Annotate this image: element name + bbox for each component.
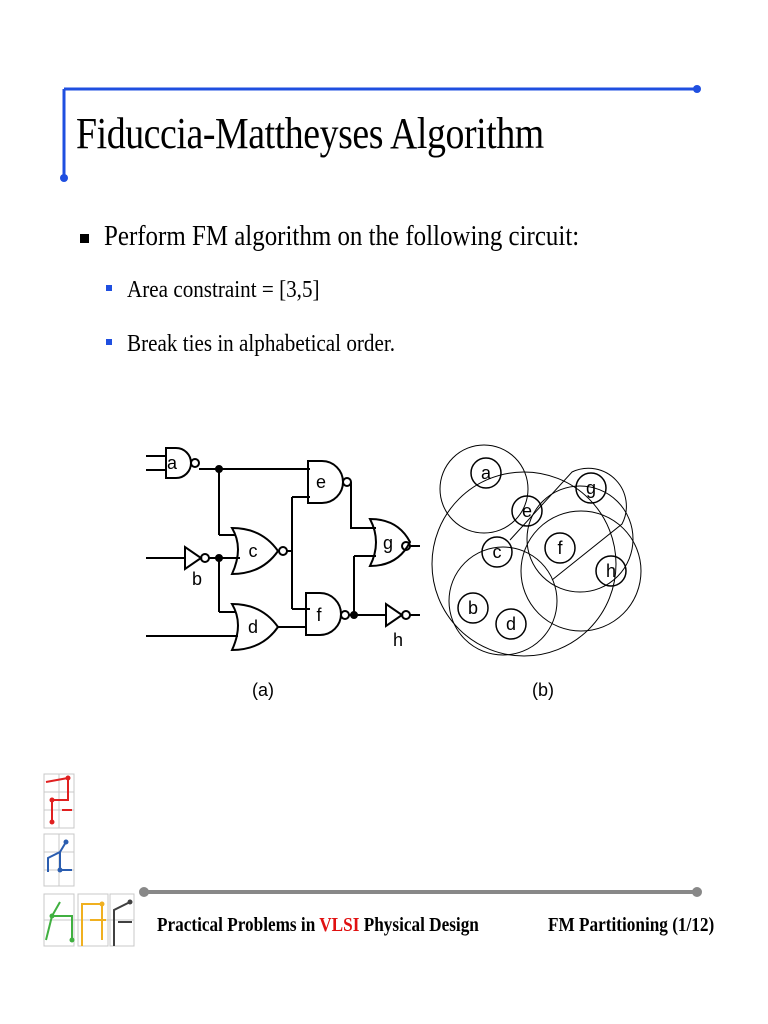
node-label-b: b [467,598,479,618]
footer-rule [0,880,768,910]
gate-label-h: h [392,630,404,650]
sub-bullet-ties: Break ties in alphabetical order. [127,331,396,357]
gate-c [232,528,287,574]
caption-b: (b) [532,680,554,700]
gate-label-g: g [382,533,394,553]
slide-title: Fiduccia-Mattheyses Algorithm [76,109,544,158]
footer-vlsi: VLSI [319,914,360,936]
node-label-g: g [585,478,597,498]
node-label-c: c [492,542,502,562]
gate-label-a: a [166,453,178,473]
gate-label-b: b [191,569,203,589]
node-label-h: h [605,561,617,581]
caption-a: (a) [252,680,274,700]
footer-slide-number: FM Partitioning (1/12) [548,914,715,936]
node-label-a: a [480,463,492,483]
node-label-f: f [557,538,563,558]
gate-e [308,461,351,503]
node-label-d: d [505,614,517,634]
gate-label-e: e [315,472,327,492]
footer-course-title [157,914,479,937]
bullet-text: Perform FM algorithm on the following circuit: [104,220,580,252]
routing-grid-logo-icon [38,770,138,952]
footer-prefix: Practical Problems in [157,914,320,936]
hypergraph-nodes [458,458,626,639]
gate-label-c: c [248,541,258,561]
gate-label-d: d [247,617,259,637]
gate-h [386,604,420,626]
hyperedges [432,445,641,656]
footer-suffix: Physical Design [359,914,479,936]
gate-b [146,547,209,569]
sub-bullet-area: Area constraint = [3,5] [127,277,320,303]
gate-label-f: f [316,605,322,625]
gate-g [370,519,420,566]
node-label-e: e [521,501,533,521]
gate-f [306,593,349,635]
